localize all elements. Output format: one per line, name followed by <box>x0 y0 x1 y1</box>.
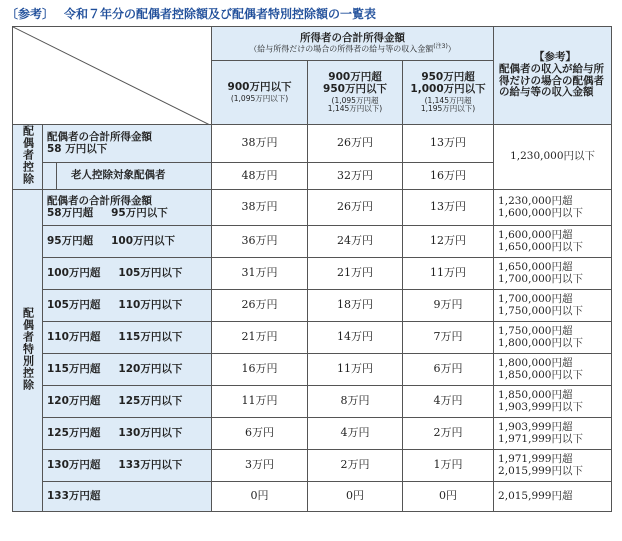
ref-to: 1,903,999円以下 <box>498 400 583 413</box>
ref-to: 1,800,000円以下 <box>498 336 583 349</box>
ref-from: 1,230,000円超 <box>498 194 573 207</box>
col1-sub: (1,095万円以下) <box>230 94 289 104</box>
ref-from: 1,903,999円超 <box>498 420 573 433</box>
range-to: 133万円以下 <box>118 458 183 471</box>
row-special-7 <box>43 418 212 450</box>
col3-sub-a: 1,145万円超 <box>427 96 472 106</box>
column-header-2 <box>308 61 403 125</box>
income-group-subtitle-text: （給与所得だけの場合の所得者の給与等の収入金額 <box>249 44 434 54</box>
value-cell: 2万円 <box>403 418 494 450</box>
range-from: 95万円超 <box>47 234 94 247</box>
value-cell: 1万円 <box>403 450 494 482</box>
note-3: (注3) <box>433 43 448 51</box>
value-cell: 48万円 <box>212 163 308 190</box>
col1-label: 900万円以下 <box>227 80 292 93</box>
section1-label: 配偶者控除 <box>21 125 35 186</box>
col3-label-b: 1,000万円以下 <box>410 82 486 95</box>
indent-spacer <box>43 163 57 190</box>
col3-sub: (1,145万円超 1,195万円以下) <box>420 96 476 114</box>
range-from: 133万円超 <box>47 489 101 502</box>
value-cell: 7万円 <box>403 322 494 354</box>
value-cell: 21万円 <box>308 258 403 290</box>
row-special-6 <box>43 386 212 418</box>
value-cell: 4万円 <box>308 418 403 450</box>
income-group-title: 所得者の合計所得金額 <box>300 31 406 44</box>
row-special-5 <box>43 354 212 386</box>
col2-sub-b: 1,145万円以下 <box>327 104 380 114</box>
row-special-2 <box>43 258 212 290</box>
col2-sub: (1,095万円超 1,145万円以下) <box>327 96 383 114</box>
col3-sub-b: 1,195万円以下 <box>420 104 473 114</box>
reference-range <box>494 386 612 418</box>
value-cell: 13万円 <box>403 190 494 226</box>
value-cell: 38万円 <box>212 125 308 163</box>
reference-range <box>494 418 612 450</box>
row-special-3 <box>43 290 212 322</box>
reference-range <box>494 450 612 482</box>
row-special-8 <box>43 450 212 482</box>
row-special-4 <box>43 322 212 354</box>
value-cell: 0円 <box>308 482 403 512</box>
ref-from: 1,971,999円超 <box>498 452 573 465</box>
row-special-0-title: 配偶者の合計所得金額 <box>47 194 152 207</box>
reference-value: 1,230,000円以下 <box>494 125 612 190</box>
row-special-0 <box>43 190 212 226</box>
col2-label-a: 900万円超 <box>328 71 382 84</box>
range-to: 120万円以下 <box>118 362 183 375</box>
ref-to: 1,600,000円以下 <box>498 206 583 219</box>
section-label-special-deduction <box>13 190 43 512</box>
value-cell: 9万円 <box>403 290 494 322</box>
ref-from: 1,700,000円超 <box>498 292 573 305</box>
section2-label: 配偶者特別控除 <box>21 306 35 391</box>
value-cell: 3万円 <box>212 450 308 482</box>
reference-header <box>494 27 612 125</box>
reference-range <box>494 322 612 354</box>
value-cell: 31万円 <box>212 258 308 290</box>
value-cell: 11万円 <box>212 386 308 418</box>
value-cell: 24万円 <box>308 226 403 258</box>
income-group-subtitle <box>212 44 493 54</box>
value-cell: 4万円 <box>403 386 494 418</box>
reference-range <box>494 190 612 226</box>
title-text: 令和７年分の配偶者控除額及び配偶者特別控除額の一覧表 <box>64 7 377 21</box>
row-special-1 <box>43 226 212 258</box>
ref-from: 1,750,000円超 <box>498 324 573 337</box>
col2-sub-a: 1,095万円超 <box>334 96 379 106</box>
col2-label-b: 950万円以下 <box>323 82 387 95</box>
range-to: 110万円以下 <box>118 298 183 311</box>
ref-from: 1,850,000円超 <box>498 388 573 401</box>
ref-to: 1,700,000円以下 <box>498 272 583 285</box>
value-cell: 16万円 <box>403 163 494 190</box>
value-cell: 21万円 <box>212 322 308 354</box>
value-cell: 16万円 <box>212 354 308 386</box>
range-to: 105万円以下 <box>118 266 183 279</box>
column-header-3 <box>403 61 494 125</box>
value-cell: 18万円 <box>308 290 403 322</box>
value-cell: 38万円 <box>212 190 308 226</box>
range-from: 100万円超 <box>47 266 101 279</box>
value-cell: 0円 <box>403 482 494 512</box>
range-to: 130万円以下 <box>118 426 183 439</box>
range-from: 120万円超 <box>47 394 101 407</box>
ref-from: 1,800,000円超 <box>498 356 573 369</box>
ref-from: 1,600,000円超 <box>498 228 573 241</box>
reference-range <box>494 258 612 290</box>
reference-title: 【参考】 <box>534 51 577 64</box>
value-cell: 11万円 <box>308 354 403 386</box>
range-from: 58万円超 <box>47 206 94 219</box>
value-cell: 11万円 <box>403 258 494 290</box>
value-cell: 0円 <box>212 482 308 512</box>
reference-range <box>494 290 612 322</box>
column-header-1 <box>212 61 308 125</box>
value-cell: 36万円 <box>212 226 308 258</box>
ref-to: 1,650,000円以下 <box>498 240 583 253</box>
value-cell: 26万円 <box>308 190 403 226</box>
deduction-table <box>12 26 612 512</box>
range-from: 130万円超 <box>47 458 101 471</box>
section-label-spouse-deduction <box>13 125 43 190</box>
value-cell: 13万円 <box>403 125 494 163</box>
ref-from: 1,650,000円超 <box>498 260 573 273</box>
value-cell: 6万円 <box>403 354 494 386</box>
row-spouse-income-58 <box>43 125 212 163</box>
range-from: 125万円超 <box>47 426 101 439</box>
range-from: 110万円超 <box>47 330 101 343</box>
reference-description: 配偶者の収入が給与所得だけの場合の配偶者の給与等の収入金額 <box>499 62 605 99</box>
value-cell: 12万円 <box>403 226 494 258</box>
value-cell: 26万円 <box>212 290 308 322</box>
range-to: 125万円以下 <box>118 394 183 407</box>
header-corner <box>13 27 212 125</box>
ref-to: 1,850,000円以下 <box>498 368 583 381</box>
range-from: 105万円超 <box>47 298 101 311</box>
row1-label-b: 58 万円以下 <box>47 142 108 155</box>
reference-range <box>494 226 612 258</box>
range-from: 115万円超 <box>47 362 101 375</box>
row-elderly-spouse: 老人控除対象配偶者 <box>57 163 212 190</box>
col3-label-a: 950万円超 <box>421 71 475 84</box>
row1-label-a: 配偶者の合計所得金額 <box>47 130 152 143</box>
reference-value: 2,015,999円超 <box>494 482 612 512</box>
income-group-subtitle-close: ） <box>447 44 456 54</box>
ref-to: 1,750,000円以下 <box>498 304 583 317</box>
value-cell: 8万円 <box>308 386 403 418</box>
reference-range <box>494 354 612 386</box>
value-cell: 2万円 <box>308 450 403 482</box>
income-group-header <box>212 27 494 61</box>
row-special-last <box>43 482 212 512</box>
table-title <box>6 5 376 23</box>
value-cell: 32万円 <box>308 163 403 190</box>
ref-to: 1,971,999円以下 <box>498 432 583 445</box>
value-cell: 6万円 <box>212 418 308 450</box>
reference-tag: 〔参考〕 <box>6 7 55 21</box>
value-cell: 26万円 <box>308 125 403 163</box>
diagonal-line <box>13 27 212 125</box>
range-to: 95万円以下 <box>111 206 168 219</box>
value-cell: 14万円 <box>308 322 403 354</box>
range-to: 100万円以下 <box>111 234 176 247</box>
ref-to: 2,015,999円以下 <box>498 464 583 477</box>
range-to: 115万円以下 <box>118 330 183 343</box>
